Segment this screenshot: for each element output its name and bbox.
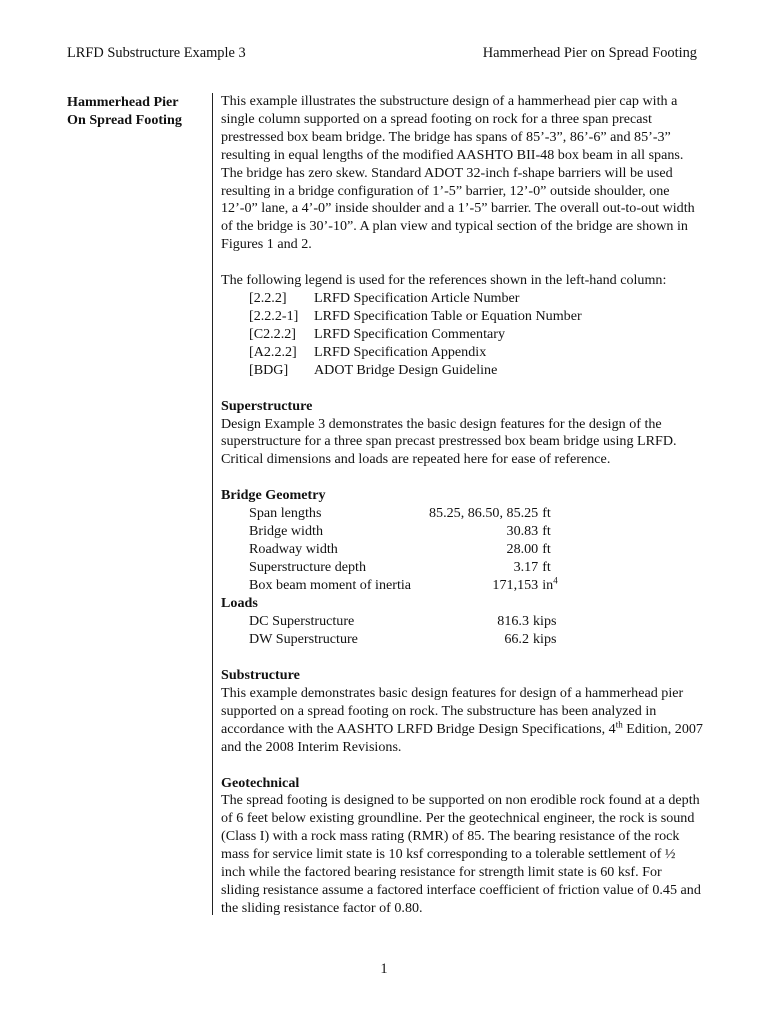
geometry-unit: ft <box>542 505 551 522</box>
legend-key: [2.2.2-1] <box>249 307 299 324</box>
intro-paragraph: This example illustrates the substructure design of a hammerhead pier cap with a single column supported on a spread footing on rock for a three span precast prestressed box beam bridge. The bridge has spans of 85’-3”, 86’-6” and 85’-3” resulting in equal lengths of the modified AASHTO BII-48 box beam in all spans. The bridge has zero skew. Standard ADOT 32-inch f-shape barriers will be used resulting in a bridge configuration of 1’-5” barrier, 12’-0” outside shoulder, one 12’-0” lane, a 4’-0” inside shoulder and a 1’-5” barrier. The overall out-to-out width of the bridge is 30’-10”. A plan view and typical section of the bridge are shown in Figures 1 and 2. <box>221 93 695 253</box>
load-unit: kips <box>533 631 557 648</box>
legend-key: [C2.2.2] <box>249 325 296 342</box>
page-number: 1 <box>380 961 388 977</box>
load-value: 66.2 <box>504 631 529 648</box>
sidebar-line-2: On Spread Footing <box>67 112 182 128</box>
legend-desc: LRFD Specification Appendix <box>314 343 487 360</box>
geometry-label: Superstructure depth <box>249 559 367 576</box>
legend-desc: LRFD Specification Article Number <box>314 290 520 307</box>
loads-table <box>221 613 557 649</box>
geometry-value: 171,153 <box>492 577 539 594</box>
sidebar-line-1: Hammerhead Pier <box>67 94 179 110</box>
substructure-text-b: Edition, 2007 and the 2008 Interim Revisions. <box>221 720 703 755</box>
header-left: LRFD Substructure Example 3 <box>67 45 246 61</box>
load-unit: kips <box>533 613 557 630</box>
geotechnical-heading: Geotechnical <box>221 774 300 791</box>
geometry-unit: ft <box>542 541 551 558</box>
legend-item <box>221 344 703 362</box>
legend-item <box>221 308 703 326</box>
load-value: 816.3 <box>497 613 529 630</box>
edition-superscript: th <box>615 719 623 730</box>
geometry-unit: ft <box>542 523 551 540</box>
legend-desc: LRFD Specification Table or Equation Number <box>314 307 582 324</box>
legend-desc: ADOT Bridge Design Guideline <box>314 361 498 378</box>
table-row <box>221 505 558 523</box>
legend-list <box>221 290 703 380</box>
table-row <box>221 541 558 559</box>
table-row <box>221 523 558 541</box>
legend-intro: The following legend is used for the references shown in the left-hand column: <box>221 272 667 289</box>
geometry-value: 85.25, 86.50, 85.25 <box>429 505 539 522</box>
table-row <box>221 577 558 595</box>
geometry-label: Bridge width <box>249 523 323 540</box>
geometry-unit <box>538 577 557 595</box>
bridge-geometry-table <box>221 505 558 595</box>
table-row <box>221 613 557 631</box>
geometry-label: Roadway width <box>249 541 338 558</box>
geometry-unit: ft <box>542 559 551 576</box>
geometry-label: Box beam moment of inertia <box>249 577 412 594</box>
legend-item <box>221 290 703 308</box>
legend-item <box>221 362 703 380</box>
table-row <box>221 559 558 577</box>
unit-exponent: 4 <box>553 575 558 586</box>
geotechnical-paragraph: The spread footing is designed to be supported on non erodible rock found at a depth of 6 feet below existing groundline. Per the geotechnical engineer, the rock is sound (Class I) with a rock mass rating (RMR) of 85. The bearing resistance of the rock mass for service limit state is 10 ksf corresponding to a tolerable settlement of ½ inch while the factored bearing resistance for strength limit state is 60 ksf. For sliding resistance assume a factored interface coefficient of friction value of 0.45 and the sliding resistance factor of 0.80. <box>221 792 701 916</box>
header-right: Hammerhead Pier on Spread Footing <box>482 45 697 61</box>
legend-desc: LRFD Specification Commentary <box>314 325 506 342</box>
geometry-value: 3.17 <box>513 559 539 576</box>
table-row <box>221 631 557 649</box>
load-label: DC Superstructure <box>249 613 355 630</box>
main-content <box>221 93 703 918</box>
geometry-value: 30.83 <box>506 523 539 540</box>
geometry-value: 28.00 <box>506 541 539 558</box>
load-label: DW Superstructure <box>249 631 358 648</box>
legend-key: [A2.2.2] <box>249 343 297 360</box>
column-divider <box>212 93 213 915</box>
substructure-text-a: This example demonstrates basic design features for design of a hammerhead pier supported on a spread footing on rock. The substructure has been analyzed in accordance with the AASHTO LRFD Bridge Design Specifications, 4 <box>221 684 684 737</box>
substructure-heading: Substructure <box>221 667 300 684</box>
loads-heading: Loads <box>221 595 258 612</box>
sidebar-heading <box>67 93 207 129</box>
substructure-paragraph <box>221 685 703 757</box>
bridge-geometry-heading: Bridge Geometry <box>221 487 326 504</box>
legend-key: [BDG] <box>249 361 289 378</box>
geometry-unit-text: in <box>542 577 554 594</box>
superstructure-heading: Superstructure <box>221 397 313 414</box>
geometry-label: Span lengths <box>249 505 322 522</box>
superstructure-paragraph: Design Example 3 demonstrates the basic design features for the design of the superstructure for a three span precast prestressed box beam bridge using LRFD. Critical dimensions and loads are repeated here for ease of reference. <box>221 415 677 468</box>
legend-key: [2.2.2] <box>249 290 287 307</box>
legend-item <box>221 326 703 344</box>
